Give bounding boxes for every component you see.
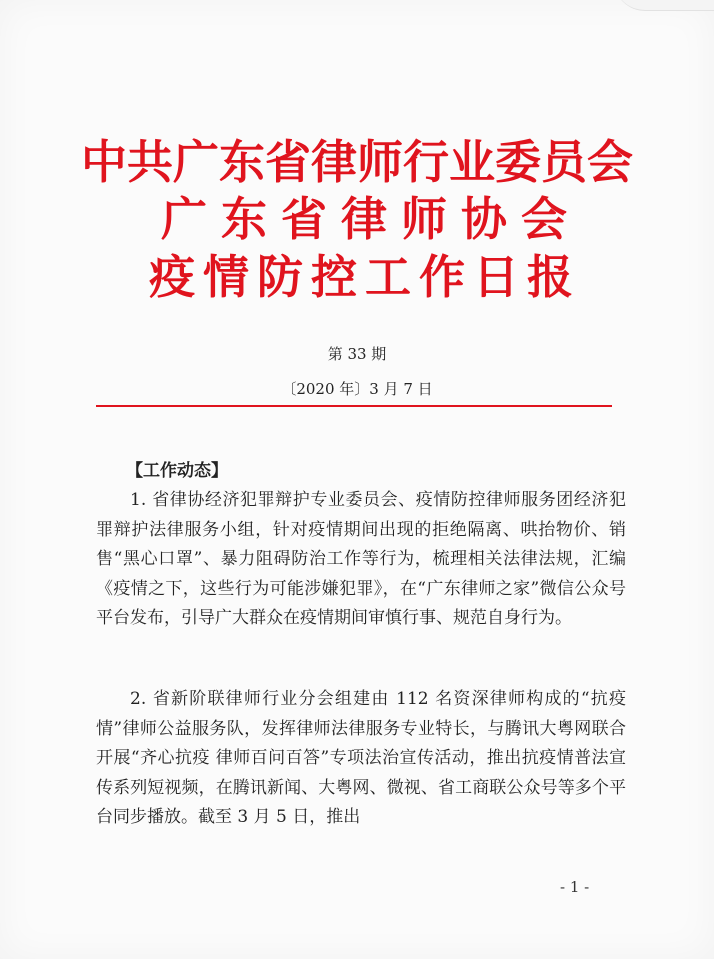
paragraph-1: 1. 省律协经济犯罪辩护专业委员会、疫情防控律师服务团经济犯罪辩护法律服务小组，针对疫情期间出现的拒绝隔离、哄抬物价、销售“黑心口罩”、暴力阻碍防治工作等行为，梳理相关法律法规，汇编《疫情之下，这些行为可能涉嫌犯罪》，在“广东律师之家”微信公众号平台发布，引导广大群众在疫情期间审慎行事、规范自身行为。 <box>96 490 626 629</box>
section-title: 【工作动态】 <box>126 461 228 481</box>
issue-date: 〔2020 年〕3 月 7 日 <box>281 380 433 398</box>
page-corner-curl <box>614 0 714 11</box>
masthead-line-2: 广东省律师协会 <box>161 192 581 246</box>
masthead-line-1: 中共广东省律师行业委员会 <box>81 135 633 189</box>
red-divider <box>96 405 612 407</box>
masthead-line-3: 疫情防控工作日报 <box>149 250 581 304</box>
paragraph-2: 2. 省新阶联律师行业分会组建由 112 名资深律师构成的“抗疫情”律师公益服务队，发挥律师法律服务专业特长，与腾讯大粤网联合开展“齐心抗疫 律师百问百答”专项法治宣传活动，推出抗疫情普法宣传系列短视频，在腾讯新闻、大粤网、微视、省工商联公众号等多个平台同步播放。截至 3 月 5 日，推出 <box>96 689 626 828</box>
page-number: - 1 - <box>560 878 590 896</box>
issue-number: 第 33 期 <box>327 345 387 363</box>
